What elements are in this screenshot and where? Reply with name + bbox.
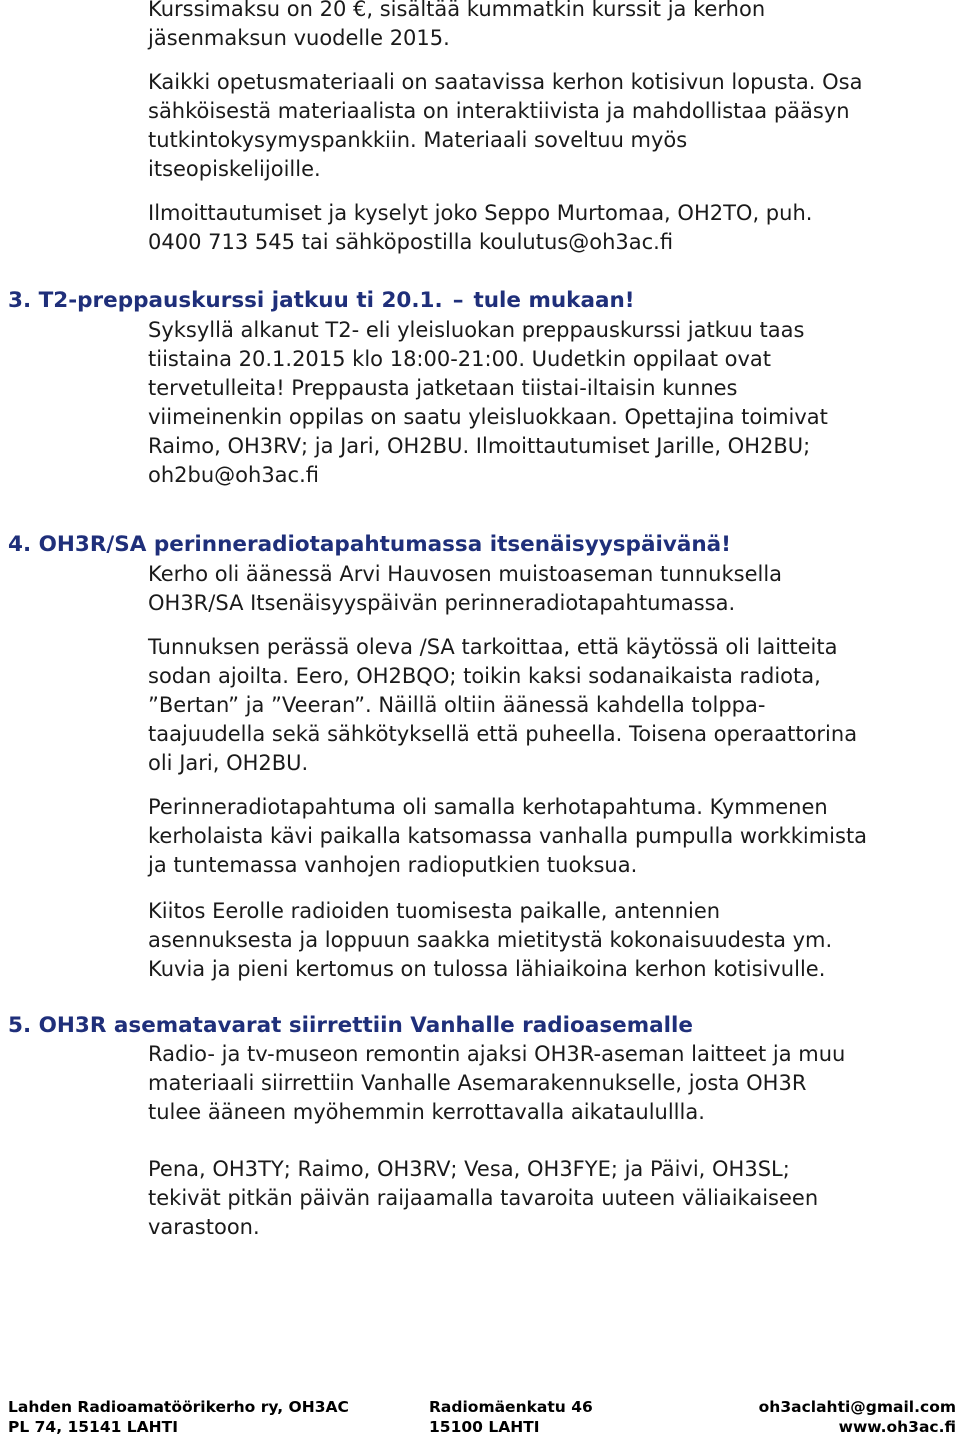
text-line: ”Bertan” ja ”Veeran”. Näillä oltiin äänessä kahdella tolppa-: [148, 693, 766, 717]
section-4-paragraph-1: [148, 560, 960, 618]
footer-org-name: Lahden Radioamatöörikerho ry, OH3AC: [8, 1398, 349, 1416]
section-3-heading-part-a: 3. T2-preppauskurssi jatkuu ti 20.1.: [8, 288, 443, 313]
footer-street: Radiomäenkatu 46: [429, 1398, 593, 1416]
text-line: kerholaista kävi paikalla katsomassa vanhalla pumpulla workkimista: [148, 824, 868, 848]
text-line: Kurssimaksu on 20 €, sisältää kummatkin kurssit ja kerhon: [148, 0, 766, 21]
text-line: OH3R/SA Itsenäisyyspäivän perinneradiotapahtumassa.: [148, 591, 736, 615]
text-line: Kerho oli äänessä Arvi Hauvosen muistoaseman tunnuksella: [148, 562, 783, 586]
text-line: Kuvia ja pieni kertomus on tulossa lähiaikoina kerhon kotisivulle.: [148, 957, 826, 981]
section-5-paragraph-2: [148, 1155, 960, 1242]
footer-address: [429, 1397, 593, 1437]
section-3-heading: [8, 286, 635, 315]
section-4-paragraph-4: [148, 897, 960, 984]
section-4-heading: 4. OH3R/SA perinneradiotapahtumassa itsenäisyyspäivänä!: [8, 532, 731, 557]
section-5-paragraph-1: [148, 1040, 960, 1127]
text-line: 0400 713 545 tai sähköpostilla koulutus@oh3ac.fi: [148, 230, 674, 254]
text-line: Kiitos Eerolle radioiden tuomisesta paikalle, antennien: [148, 899, 721, 923]
text-line: taajuudella sekä sähkötyksellä että puheella. Toisena operaattorina: [148, 722, 858, 746]
section-4-paragraph-3: [148, 793, 960, 880]
footer-po-box: PL 74, 15141 LAHTI: [8, 1418, 178, 1436]
section-3-heading-part-b: tule mukaan!: [473, 288, 635, 313]
text-line: sodan ajoilta. Eero, OH2BQO; toikin kaksi sodanaikaista radiota,: [148, 664, 821, 688]
footer-organization: [8, 1397, 349, 1437]
footer-email-link[interactable]: oh3aclahti@gmail.com: [758, 1398, 956, 1416]
text-line: asennuksesta ja loppuun saakka mietitystä kokonaisuudesta ym.: [148, 928, 833, 952]
section-4-paragraph-2: [148, 633, 960, 778]
text-line: Perinneradiotapahtuma oli samalla kerhotapahtuma. Kymmenen: [148, 795, 828, 819]
text-line: sähköisestä materiaalista on interaktiivista ja mahdollistaa pääsyn: [148, 99, 850, 123]
course-fee-paragraph: [148, 0, 960, 53]
heading-dash: –: [452, 288, 464, 313]
text-line: varastoon.: [148, 1215, 260, 1239]
registration-paragraph: [148, 199, 960, 257]
text-line: Radio- ja tv-museon remontin ajaksi OH3R-aseman laitteet ja muu: [148, 1042, 846, 1066]
footer-website-link[interactable]: www.oh3ac.fi: [838, 1418, 956, 1436]
text-line: Syksyllä alkanut T2- eli yleisluokan preppauskurssi jatkuu taas: [148, 318, 805, 342]
text-line: Raimo, OH3RV; ja Jari, OH2BU. Ilmoittautumiset Jarille, OH2BU;: [148, 434, 811, 458]
text-line: itseopiskelijoille.: [148, 157, 321, 181]
text-line: tervetulleita! Preppausta jatketaan tiistai-iltaisin kunnes: [148, 376, 738, 400]
text-line: oli Jari, OH2BU.: [148, 751, 309, 775]
text-line: Ilmoittautumiset ja kyselyt joko Seppo Murtomaa, OH2TO, puh.: [148, 201, 813, 225]
text-line: tutkintokysymyspankkiin. Materiaali soveltuu myös: [148, 128, 688, 152]
section-3-body: [148, 316, 960, 490]
text-line: ja tuntemassa vanhojen radioputkien tuoksua.: [148, 853, 638, 877]
text-line: tekivät pitkän päivän raijaamalla tavaroita uuteen väliaikaiseen: [148, 1186, 819, 1210]
text-line: Pena, OH3TY; Raimo, OH3RV; Vesa, OH3FYE; ja Päivi, OH3SL;: [148, 1157, 790, 1181]
text-line: Kaikki opetusmateriaali on saatavissa kerhon kotisivun lopusta. Osa: [148, 70, 863, 94]
text-line: tiistaina 20.1.2015 klo 18:00-21:00. Uudetkin oppilaat ovat: [148, 347, 772, 371]
text-line: Tunnuksen perässä oleva /SA tarkoittaa, että käytössä oli laitteita: [148, 635, 838, 659]
footer-contact: [759, 1397, 956, 1437]
text-line: materiaali siirrettiin Vanhalle Asemarakennukselle, josta OH3R: [148, 1071, 807, 1095]
text-line: jäsenmaksun vuodelle 2015.: [148, 26, 450, 50]
text-line: viimeinenkin oppilas on saatu yleisluokkaan. Opettajina toimivat: [148, 405, 828, 429]
text-line: tulee ääneen myöhemmin kerrottavalla aikataulullla.: [148, 1100, 705, 1124]
footer-postcode: 15100 LAHTI: [429, 1418, 540, 1436]
text-line: oh2bu@oh3ac.fi: [148, 463, 319, 487]
section-5-heading: 5. OH3R asematavarat siirrettiin Vanhalle radioasemalle: [8, 1013, 693, 1038]
materials-paragraph: [148, 68, 960, 184]
